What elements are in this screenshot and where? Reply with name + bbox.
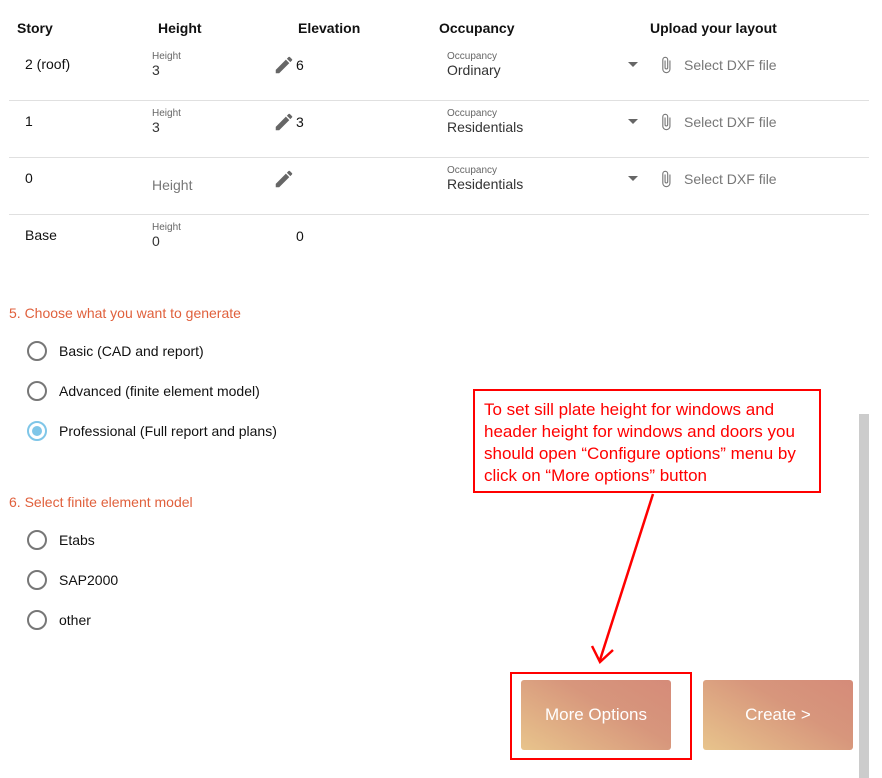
height-label: Height [152, 108, 181, 119]
radio-circle[interactable] [27, 610, 47, 630]
dropdown-caret-icon[interactable] [628, 176, 638, 181]
radio-circle[interactable] [27, 530, 47, 550]
annotation-arrow-icon [580, 490, 670, 670]
table-row [9, 43, 869, 101]
radio-circle-selected[interactable] [27, 421, 47, 441]
create-button[interactable]: Create > [703, 680, 853, 750]
story-name: Base [25, 227, 57, 243]
height-input[interactable]: Height [152, 177, 193, 193]
header-occupancy: Occupancy [439, 20, 515, 36]
radio-label: SAP2000 [59, 572, 119, 588]
height-label: Height [152, 51, 181, 62]
elevation-value: 3 [296, 114, 304, 130]
header-elevation: Elevation [298, 20, 361, 36]
table-row [9, 157, 869, 215]
pencil-icon[interactable] [273, 54, 295, 76]
radio-label: Advanced (finite element model) [59, 383, 260, 399]
story-name: 1 [25, 113, 33, 129]
section-generate-title: 5. Choose what you want to generate [9, 305, 241, 321]
height-input[interactable] [152, 222, 181, 249]
story-name: 0 [25, 170, 33, 186]
paperclip-icon[interactable] [657, 110, 675, 134]
occupancy-value: Residentials [447, 119, 524, 135]
radio-etabs[interactable] [27, 530, 95, 550]
radio-other[interactable] [27, 610, 91, 630]
radio-professional[interactable] [27, 421, 277, 441]
paperclip-icon[interactable] [657, 53, 675, 77]
height-input[interactable] [152, 51, 181, 78]
dropdown-caret-icon[interactable] [628, 62, 638, 67]
occupancy-value: Residentials [447, 176, 524, 192]
occupancy-label: Occupancy [447, 108, 498, 119]
more-options-button[interactable]: More Options [521, 680, 671, 750]
header-story: Story [17, 20, 53, 36]
annotation-callout: To set sill plate height for windows and header height for windows and doors you should open “Configure options” menu by click on “More options” button [473, 389, 821, 493]
height-value: 3 [152, 62, 160, 78]
radio-circle[interactable] [27, 381, 47, 401]
radio-advanced[interactable] [27, 381, 260, 401]
radio-circle[interactable] [27, 570, 47, 590]
height-label: Height [152, 222, 181, 233]
pencil-icon[interactable] [273, 168, 295, 190]
height-input[interactable] [152, 108, 181, 135]
radio-label: Etabs [59, 532, 95, 548]
paperclip-icon[interactable] [657, 167, 675, 191]
occupancy-select[interactable] [447, 165, 639, 192]
elevation-value: 6 [296, 57, 304, 73]
select-dxf-button[interactable]: Select DXF file [684, 171, 777, 187]
radio-label: Basic (CAD and report) [59, 343, 204, 359]
occupancy-label: Occupancy [447, 51, 498, 62]
occupancy-label: Occupancy [447, 165, 498, 176]
header-upload: Upload your layout [650, 20, 777, 36]
header-height: Height [158, 20, 202, 36]
radio-sap2000[interactable] [27, 570, 118, 590]
table-row [9, 100, 869, 158]
table-row [9, 214, 869, 271]
radio-basic[interactable] [27, 341, 204, 361]
select-dxf-button[interactable]: Select DXF file [684, 57, 777, 73]
dropdown-caret-icon[interactable] [628, 119, 638, 124]
pencil-icon[interactable] [273, 111, 295, 133]
radio-label: Professional (Full report and plans) [59, 423, 277, 439]
select-dxf-button[interactable]: Select DXF file [684, 114, 777, 130]
radio-circle[interactable] [27, 341, 47, 361]
height-value: 3 [152, 119, 160, 135]
occupancy-select[interactable] [447, 108, 639, 135]
elevation-value: 0 [296, 228, 304, 244]
radio-label: other [59, 612, 91, 628]
occupancy-value: Ordinary [447, 62, 501, 78]
section-fem-title: 6. Select finite element model [9, 494, 193, 510]
height-value: 0 [152, 233, 160, 249]
scrollbar-thumb[interactable] [859, 414, 869, 778]
story-name: 2 (roof) [25, 56, 71, 72]
occupancy-select[interactable] [447, 51, 639, 78]
